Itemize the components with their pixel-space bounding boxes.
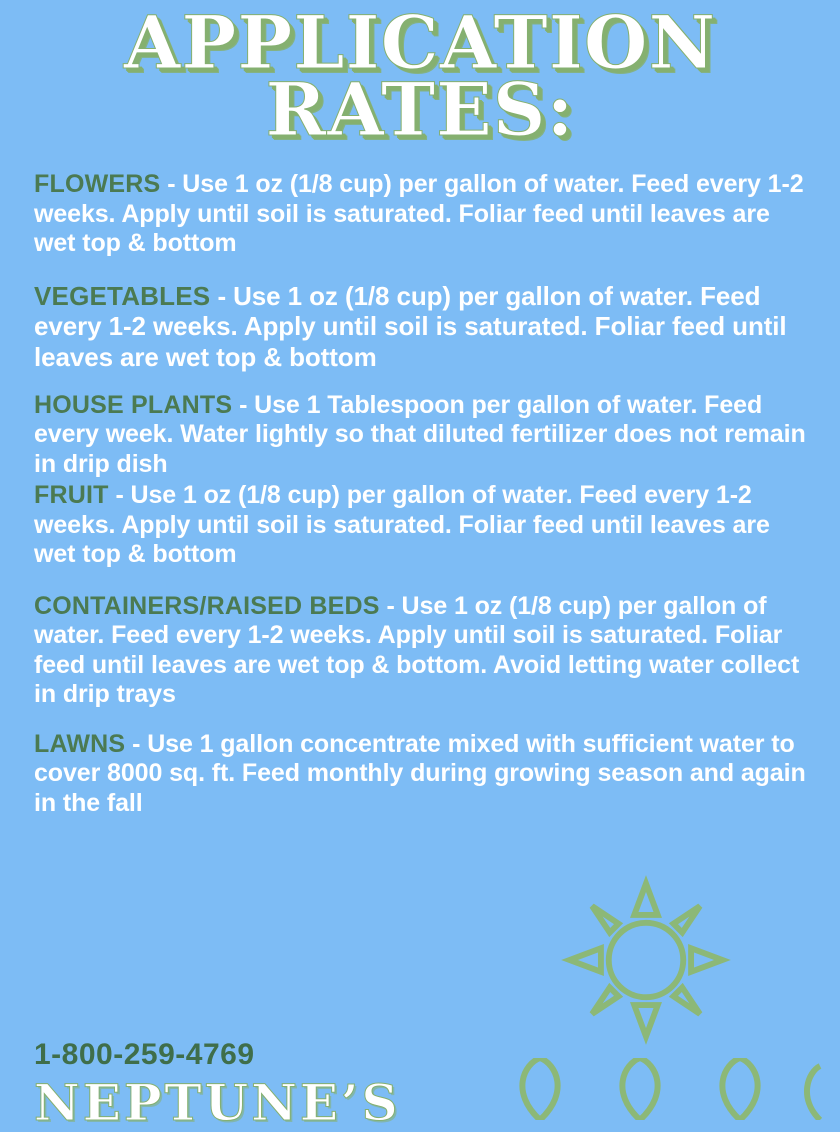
title-line-1: APPLICATION xyxy=(123,0,717,86)
rate-item-house-plants xyxy=(34,391,806,480)
rate-item-flowers xyxy=(34,170,806,259)
rate-text-flowers: - Use 1 oz (1/8 cup) per gallon of water. Feed every 1-2 weeks. Apply until soil is saturated. Foliar feed until leaves are wet top & bottom xyxy=(34,170,804,258)
sun-icon xyxy=(548,862,744,1058)
rate-text-containers: - Use 1 oz (1/8 cup) per gallon of water. Feed every 1-2 weeks. Apply until soil is saturated. Foliar feed until leaves are wet top & bottom. Avoid letting water collect in drip trays xyxy=(34,591,800,709)
rate-text-lawns: - Use 1 gallon concentrate mixed with sufficient water to cover 8000 sq. ft. Feed monthly during growing season and again in the fall xyxy=(34,729,806,817)
rate-label-vegetables: VEGETABLES xyxy=(34,280,211,311)
rates-list xyxy=(34,170,806,818)
rate-item-fruit xyxy=(34,481,806,570)
rate-label-house-plants: HOUSE PLANTS xyxy=(34,390,233,419)
phone-number[interactable]: 1-800-259-4769 xyxy=(34,1038,255,1071)
rate-text-fruit: - Use 1 oz (1/8 cup) per gallon of water. Feed every 1-2 weeks. Apply until soil is saturated. Foliar feed until leaves are wet top & bottom xyxy=(34,481,770,569)
brand-name: NEPTUNE’S xyxy=(34,1073,401,1132)
rate-item-lawns xyxy=(34,730,806,819)
footer xyxy=(34,1038,806,1132)
rate-text-vegetables: - Use 1 oz (1/8 cup) per gallon of water. Feed every 1-2 weeks. Apply until soil is saturated. Foliar feed until leaves are wet top & bottom xyxy=(34,280,787,373)
page-title xyxy=(34,0,806,154)
title-line-2: RATES: xyxy=(265,67,575,154)
rate-label-lawns: LAWNS xyxy=(34,729,126,758)
rate-item-vegetables xyxy=(34,281,806,373)
rate-label-containers: CONTAINERS/RAISED BEDS xyxy=(34,591,380,620)
rate-item-containers xyxy=(34,592,806,710)
rate-text-house-plants: - Use 1 Tablespoon per gallon of water. Feed every week. Water lightly so that diluted fertilizer does not remain in drip dish xyxy=(34,390,806,478)
rate-label-flowers: FLOWERS xyxy=(34,170,161,199)
rate-label-fruit: FRUIT xyxy=(34,481,109,510)
